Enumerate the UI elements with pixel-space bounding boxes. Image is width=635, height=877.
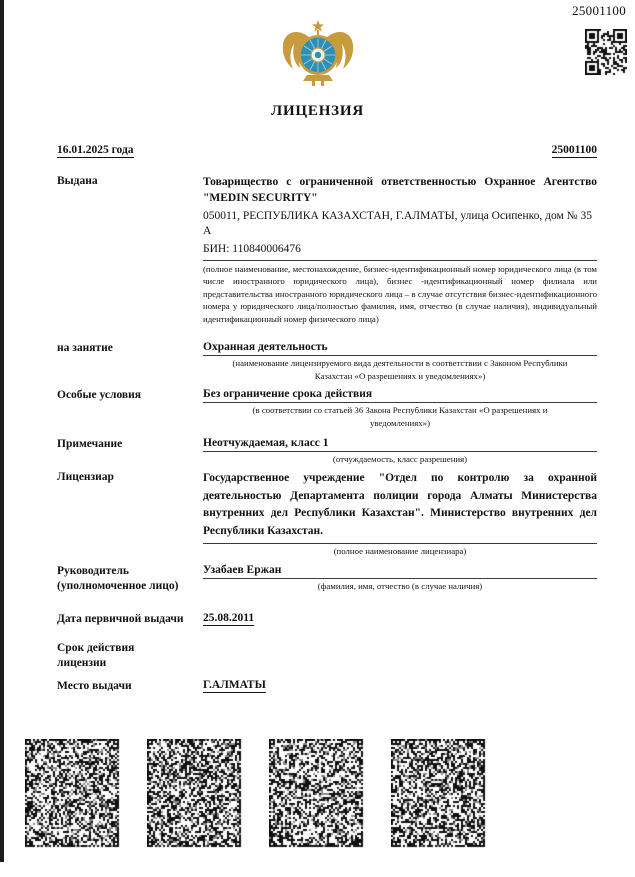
special-conditions-value: Без ограничение срока действия [203,388,597,403]
issue-date: 16.01.2025 года [57,144,134,156]
field-label: Место выдачи [57,680,132,693]
license-number-top: 25001100 [572,3,626,18]
field-label: Выдана [57,175,98,187]
field-osobye-usloviya [57,388,597,429]
field-label: Примечание [57,438,123,451]
qr-code [585,29,627,75]
field-label: Срок действия лицензии [57,642,135,670]
field-litsenziar [57,470,597,558]
field-label: Лицензиар [57,470,114,483]
field-label: Дата первичной выдачи [57,612,184,625]
kazakhstan-coat-of-arms-icon [276,19,360,89]
field-label: Особые условия [57,389,141,402]
barcode-2 [147,739,242,848]
page-edge-bar [0,0,4,862]
licensee-bin: БИН: 110840006476 [203,243,301,256]
activity-value: Охранная деятельность [203,341,597,356]
field-mesto-vydachi [57,679,597,694]
field-na-zanyatie [57,341,597,382]
head-name-value: Узабаев Ержан [203,564,597,579]
field-hint: (в соответствии со статьей 36 Закона Республики Казахстан «О разрешениях и уведомлениях») [252,405,548,428]
field-hint: (отчуждаемость, класс разрешения) [332,454,468,465]
licensor-value: Государственное учреждение "Отдел по контролю за охранной деятельностью Департамента полиции города Алматы Министерства внутренних дел Республики Казахстан". Министерство внутренних дел Республики Казахстан. [203,470,597,544]
barcode-4 [391,739,486,848]
note-value: Неотчуждаемая, класс 1 [203,437,597,452]
field-rukovoditel [57,564,597,594]
field-hint: (фамилия, имя, отчество (в случае наличия) [317,580,483,591]
licensee-address: 050011, РЕСПУБЛИКА КАЗАХСТАН, Г.АЛМАТЫ, улица Осипенко, дом № 35 А [203,210,593,238]
field-hint: (наименование лицензируемого вида деятельности в соответствии с Законом Республики Казахстан «О разрешениях и уведомлениях») [232,358,568,381]
field-vydana [57,174,597,325]
field-data-pervichnoy-vydachi [57,612,597,627]
license-number: 25001100 [551,144,597,156]
barcode-3 [269,739,364,848]
signature-barcodes [25,739,635,848]
field-primechanie [57,437,597,465]
date-number-row [57,144,597,158]
licensee-name: Товарищество с ограниченной ответственностью Охранное Агентство "MEDIN SECURITY" [203,176,597,205]
field-label: Руководитель (уполномоченное лицо) [57,564,179,592]
page-title: ЛИЦЕНЗИЯ [270,103,364,119]
field-hint: (полное наименование, местонахождение, бизнес-идентификационный номер юридического лица (в том числе иностранного юридического лица), бизнес -идентификационный номер филиала или представительства иностранного юридического лица – в случае отсутствия бизнес-идентификационного номера у юридического лица/полностью фамилия, имя, отчество (в случае наличия), индивидуальный идентификационный номер физического лица) [203,260,597,325]
field-label: на занятие [57,342,113,355]
first-issue-date-value: 25.08.2011 [203,611,255,624]
field-srok-deystviya [57,641,597,671]
field-hint: (полное наименование лицензиара) [333,546,467,557]
barcode-1 [25,739,120,848]
issue-place-value: Г.АЛМАТЫ [203,679,266,692]
